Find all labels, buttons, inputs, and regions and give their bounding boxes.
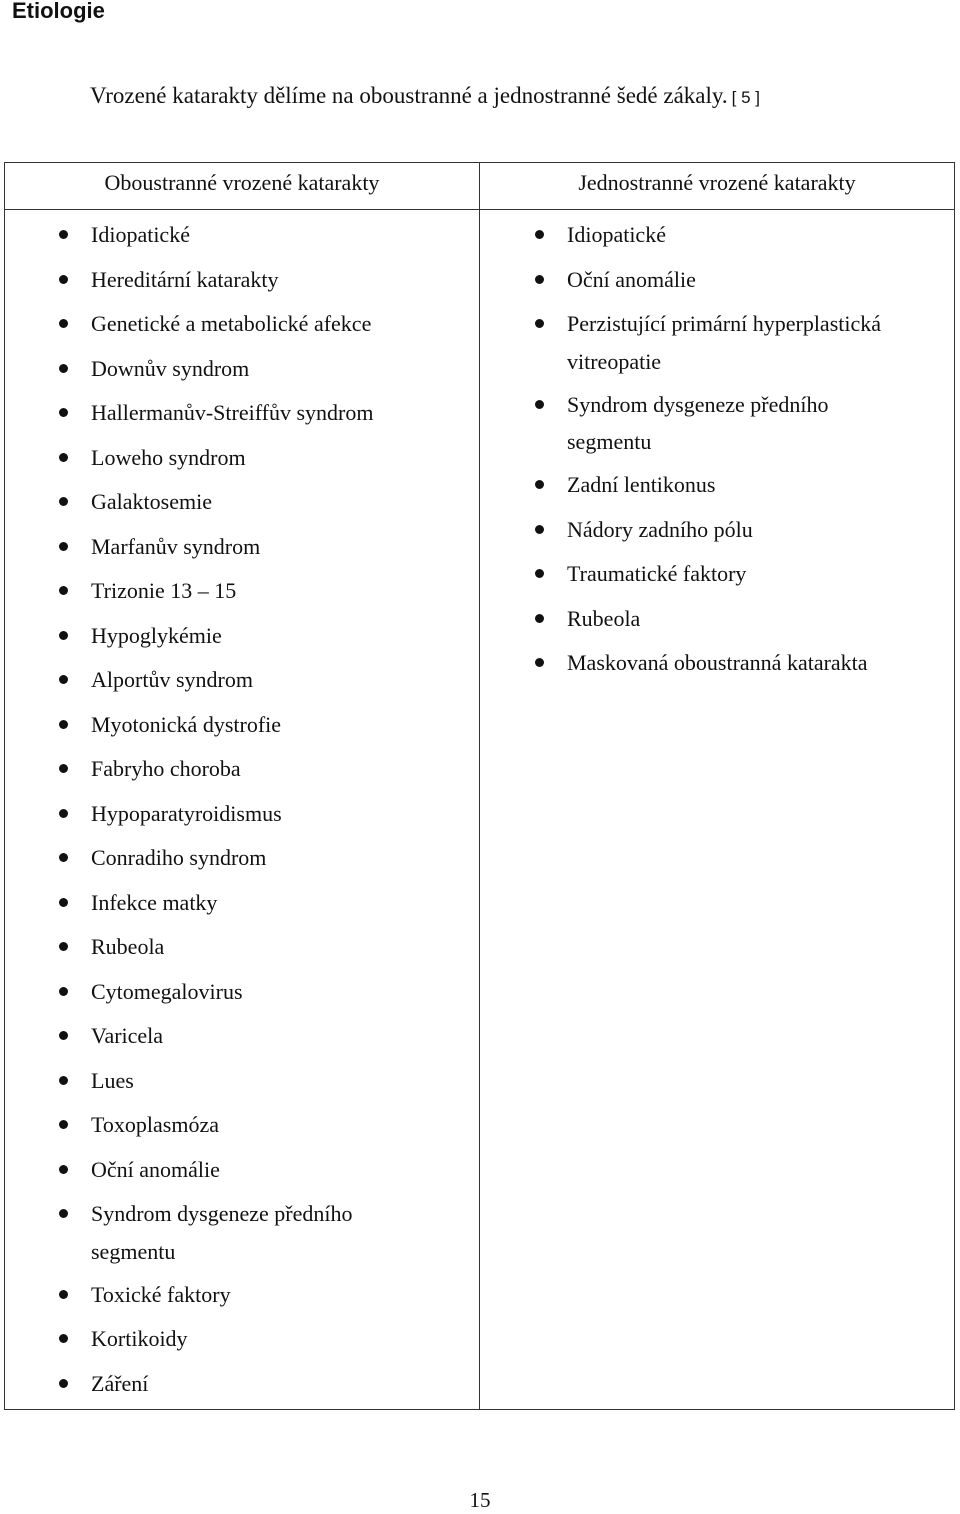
list-item: Myotonická dystrofie <box>49 703 373 748</box>
bullet-icon <box>535 525 544 534</box>
bullet-icon <box>59 1165 68 1174</box>
list-item: Rubeola <box>49 925 373 970</box>
list-item: Fabryho choroba <box>49 747 373 792</box>
list-item: Kortikoidy <box>49 1317 373 1362</box>
list-item: Maskovaná oboustranná katarakta <box>525 641 945 686</box>
bullet-icon <box>59 275 68 284</box>
citation-reference: [ 5 ] <box>731 88 761 107</box>
bullet-icon <box>59 453 68 462</box>
bullet-icon <box>59 987 68 996</box>
list-item: Syndrom dysgeneze předního segmentu <box>49 1192 373 1273</box>
list-item: Zadní lentikonus <box>525 463 945 508</box>
list-item: Hypoglykémie <box>49 614 373 659</box>
list-item: Toxoplasmóza <box>49 1103 373 1148</box>
page-number: 15 <box>469 1488 491 1512</box>
bullet-icon <box>59 319 68 328</box>
bullet-icon <box>59 1334 68 1343</box>
header-divider <box>5 209 954 210</box>
list-item: Infekce matky <box>49 881 373 926</box>
list-item: Trizonie 13 – 15 <box>49 569 373 614</box>
section-heading: Etiologie <box>12 0 105 23</box>
bullet-icon <box>535 230 544 239</box>
list-item: Marfanův syndrom <box>49 525 373 570</box>
intro-text: Vrozené katarakty dělíme na oboustranné a jednostranné šedé zákaly. <box>90 83 728 108</box>
list-item: Hallermanův-Streiffův syndrom <box>49 391 373 436</box>
list-item: Varicela <box>49 1014 373 1059</box>
list-item: Idiopatické <box>525 213 945 258</box>
bullet-icon <box>59 1031 68 1040</box>
list-item: Lues <box>49 1059 373 1104</box>
bullet-icon <box>59 1120 68 1129</box>
list-item: Traumatické faktory <box>525 552 945 597</box>
bullet-icon <box>59 1076 68 1085</box>
bullet-icon <box>535 614 544 623</box>
list-item: Perzistující primární hyperplastická vitreopatie <box>525 302 945 383</box>
bilateral-causes-list <box>49 213 373 1406</box>
unilateral-causes-list <box>525 213 945 686</box>
bullet-icon <box>59 1379 68 1388</box>
bullet-icon <box>535 658 544 667</box>
bullet-icon <box>59 230 68 239</box>
bullet-icon <box>59 675 68 684</box>
list-item: Downův syndrom <box>49 347 373 392</box>
bullet-icon <box>59 408 68 417</box>
bullet-icon <box>59 1290 68 1299</box>
column-divider <box>479 163 480 1409</box>
bullet-icon <box>535 480 544 489</box>
list-item: Syndrom dysgeneze předního segmentu <box>525 383 945 464</box>
list-item: Conradiho syndrom <box>49 836 373 881</box>
bullet-icon <box>535 400 544 409</box>
list-item: Oční anomálie <box>49 1148 373 1193</box>
bullet-icon <box>535 569 544 578</box>
bullet-icon <box>59 720 68 729</box>
list-item: Genetické a metabolické afekce <box>49 302 373 347</box>
bullet-icon <box>59 497 68 506</box>
cataract-etiology-table <box>4 162 955 1410</box>
list-item: Rubeola <box>525 597 945 642</box>
bilateral-column-header: Oboustranné vrozené katarakty <box>104 170 380 195</box>
bullet-icon <box>59 586 68 595</box>
list-item: Galaktosemie <box>49 480 373 525</box>
list-item: Idiopatické <box>49 213 373 258</box>
intro-paragraph <box>90 81 760 113</box>
bullet-icon <box>59 1209 68 1218</box>
bullet-icon <box>59 364 68 373</box>
bullet-icon <box>59 853 68 862</box>
list-item: Alportův syndrom <box>49 658 373 703</box>
bullet-icon <box>59 898 68 907</box>
bullet-icon <box>59 631 68 640</box>
bullet-icon <box>59 809 68 818</box>
list-item: Cytomegalovirus <box>49 970 373 1015</box>
list-item: Nádory zadního pólu <box>525 508 945 553</box>
list-item: Hereditární katarakty <box>49 258 373 303</box>
unilateral-column-header: Jednostranné vrozené katarakty <box>578 170 856 195</box>
bullet-icon <box>535 275 544 284</box>
list-item: Toxické faktory <box>49 1273 373 1318</box>
list-item: Oční anomálie <box>525 258 945 303</box>
bullet-icon <box>535 319 544 328</box>
bullet-icon <box>59 764 68 773</box>
list-item: Hypoparatyroidismus <box>49 792 373 837</box>
list-item: Loweho syndrom <box>49 436 373 481</box>
list-item: Záření <box>49 1362 373 1407</box>
bullet-icon <box>59 542 68 551</box>
bullet-icon <box>59 942 68 951</box>
